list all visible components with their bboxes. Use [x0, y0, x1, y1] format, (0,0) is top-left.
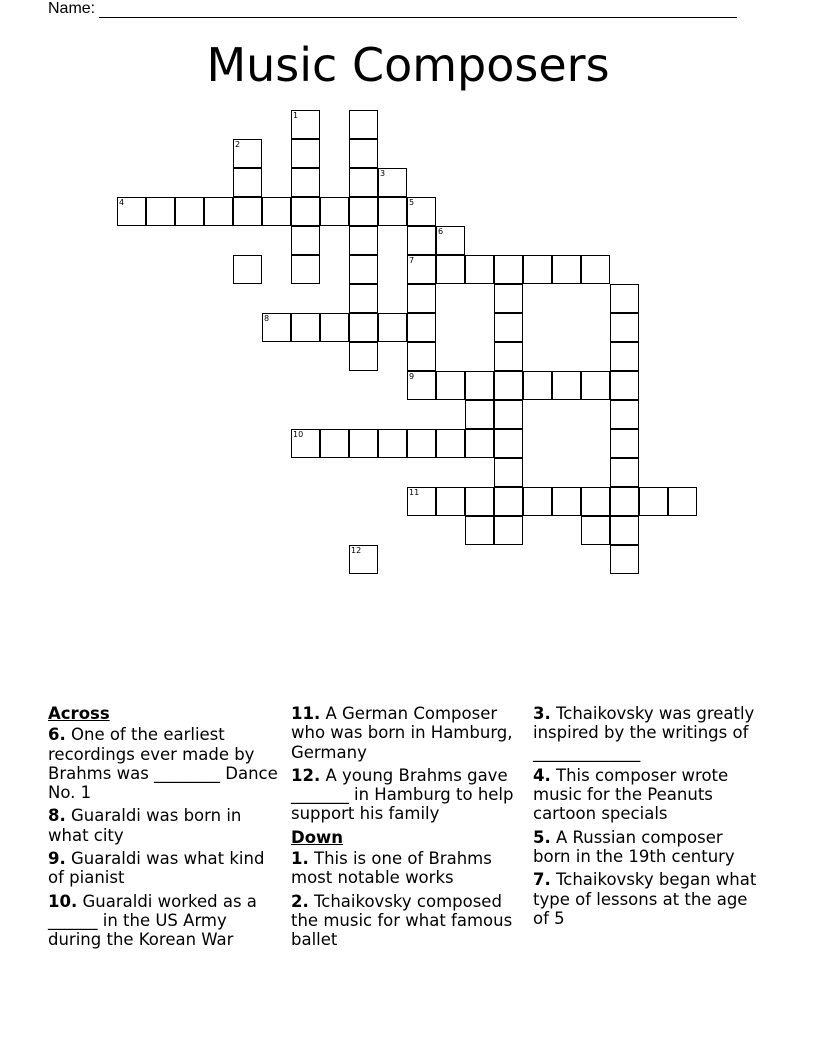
clue-text: One of the earliest recordings ever made by Brahms was ________ Dance No. 1: [48, 725, 278, 803]
grid-cell[interactable]: [291, 255, 320, 284]
grid-cell[interactable]: [407, 313, 436, 342]
clue-text: Tchaikovsky was greatly inspired by the writings of _____________: [533, 704, 755, 762]
clue-across-12: [291, 766, 521, 824]
clue-across-6: [48, 725, 278, 802]
clue-text: Guaraldi worked as a ______ in the US Army during the Korean War: [48, 891, 257, 950]
grid-cell[interactable]: [407, 284, 436, 313]
grid-cell[interactable]: [610, 545, 639, 574]
grid-cell[interactable]: [436, 255, 465, 284]
grid-cell[interactable]: [349, 110, 378, 139]
clue-number: 11.: [291, 704, 321, 723]
grid-cell[interactable]: [233, 255, 262, 284]
grid-cell[interactable]: [494, 342, 523, 371]
grid-cell[interactable]: [465, 429, 494, 458]
clue-down-5: [533, 828, 763, 867]
grid-cell[interactable]: [436, 226, 465, 255]
grid-cell[interactable]: [465, 255, 494, 284]
grid-cell[interactable]: [291, 197, 320, 226]
grid-cell[interactable]: [581, 487, 610, 516]
grid-cell[interactable]: [349, 313, 378, 342]
grid-cell[interactable]: [407, 255, 436, 284]
grid-cell[interactable]: [436, 487, 465, 516]
grid-cell[interactable]: [494, 400, 523, 429]
grid-cell[interactable]: [465, 516, 494, 545]
clue-number-label: 11: [409, 488, 420, 497]
grid-cell[interactable]: [233, 168, 262, 197]
grid-cell[interactable]: [494, 429, 523, 458]
grid-cell[interactable]: [436, 371, 465, 400]
clue-number-label: 4: [119, 198, 125, 207]
grid-cell[interactable]: [668, 487, 697, 516]
grid-cell[interactable]: [407, 487, 436, 516]
grid-cell[interactable]: [494, 487, 523, 516]
clue-text: Guaraldi was what kind of pianist: [48, 849, 265, 888]
clue-number-label: 12: [351, 546, 362, 555]
clue-text: Guaraldi was born in what city: [48, 806, 242, 845]
grid-cell[interactable]: [610, 313, 639, 342]
clue-down-2: [291, 892, 521, 950]
clue-number-label: 10: [293, 430, 304, 439]
across-heading: Across: [48, 704, 110, 723]
clue-number-label: 1: [293, 111, 299, 120]
clue-number: 8.: [48, 806, 66, 826]
clue-number: 12.: [291, 765, 321, 785]
clue-number-label: 6: [438, 227, 444, 236]
grid-cell[interactable]: [610, 458, 639, 487]
grid-cell[interactable]: [349, 226, 378, 255]
grid-cell[interactable]: [378, 197, 407, 226]
grid-cell[interactable]: [349, 545, 378, 574]
grid-cell[interactable]: [291, 110, 320, 139]
clue-number-label: 8: [264, 314, 270, 323]
clue-number: 2.: [291, 891, 309, 911]
grid-cell[interactable]: [407, 429, 436, 458]
grid-cell[interactable]: [349, 168, 378, 197]
clue-across-10: [48, 892, 278, 950]
clue-across-11: [291, 704, 521, 762]
clue-number: 3.: [533, 704, 551, 723]
grid-cell[interactable]: [320, 429, 349, 458]
clue-text: A young Brahms gave _______ in Hamburg to help support his family: [291, 765, 514, 824]
clue-across-9: [48, 849, 278, 888]
grid-cell[interactable]: [610, 400, 639, 429]
down-heading: Down: [291, 827, 344, 847]
clues-column-3: [533, 704, 763, 932]
clue-number: 5.: [533, 827, 551, 847]
clue-number-label: 7: [409, 256, 415, 265]
clue-text: A Russian composer born in the 19th century: [533, 827, 735, 867]
grid-cell[interactable]: [552, 255, 581, 284]
grid-cell[interactable]: [378, 429, 407, 458]
grid-cell[interactable]: [175, 197, 204, 226]
grid-cell[interactable]: [291, 226, 320, 255]
clue-number-label: 2: [235, 140, 241, 149]
grid-cell[interactable]: [233, 139, 262, 168]
grid-cell[interactable]: [639, 487, 668, 516]
grid-cell[interactable]: [407, 371, 436, 400]
clue-number: 1.: [291, 849, 309, 869]
grid-cell[interactable]: [436, 429, 465, 458]
grid-cell[interactable]: [494, 284, 523, 313]
clues-column-2: [291, 704, 521, 954]
grid-cell[interactable]: [523, 255, 552, 284]
clue-text: A German Composer who was born in Hamburg, Germany: [291, 704, 513, 762]
grid-cell[interactable]: [552, 371, 581, 400]
grid-cell[interactable]: [378, 313, 407, 342]
grid-cell[interactable]: [349, 342, 378, 371]
grid-cell[interactable]: [204, 197, 233, 226]
grid-cell[interactable]: [262, 313, 291, 342]
grid-cell[interactable]: [494, 255, 523, 284]
grid-cell[interactable]: [552, 487, 581, 516]
grid-cell[interactable]: [581, 516, 610, 545]
grid-cell[interactable]: [291, 313, 320, 342]
clue-number: 7.: [533, 870, 551, 890]
clue-number: 9.: [48, 849, 66, 869]
clue-number: 6.: [48, 725, 66, 745]
grid-cell[interactable]: [117, 197, 146, 226]
grid-cell[interactable]: [465, 371, 494, 400]
clue-down-1: [291, 849, 521, 888]
grid-cell[interactable]: [523, 487, 552, 516]
grid-cell[interactable]: [610, 487, 639, 516]
grid-cell[interactable]: [349, 429, 378, 458]
grid-cell[interactable]: [494, 371, 523, 400]
grid-cell[interactable]: [523, 371, 552, 400]
clue-down-7: [533, 870, 763, 928]
grid-cell[interactable]: [610, 284, 639, 313]
grid-cell[interactable]: [349, 255, 378, 284]
clue-number: 4.: [533, 765, 551, 785]
clue-number: 10.: [48, 891, 78, 911]
grid-cell[interactable]: [610, 516, 639, 545]
grid-cell[interactable]: [291, 168, 320, 197]
clue-down-4: [533, 766, 763, 824]
grid-cell[interactable]: [610, 342, 639, 371]
grid-cell[interactable]: [291, 139, 320, 168]
grid-cell[interactable]: [146, 197, 175, 226]
clue-text: This is one of Brahms most notable works: [291, 849, 492, 888]
grid-cell[interactable]: [465, 400, 494, 429]
grid-cell[interactable]: [494, 458, 523, 487]
grid-cell[interactable]: [349, 139, 378, 168]
grid-cell[interactable]: [494, 313, 523, 342]
grid-cell[interactable]: [320, 197, 349, 226]
clue-across-8: [48, 806, 278, 845]
grid-cell[interactable]: [465, 487, 494, 516]
grid-cell[interactable]: [233, 197, 262, 226]
name-label: Name:: [48, 0, 96, 17]
clue-down-3: [533, 704, 763, 762]
grid-cell[interactable]: [349, 284, 378, 313]
clue-text: Tchaikovsky composed the music for what famous ballet: [291, 891, 513, 950]
grid-cell[interactable]: [581, 255, 610, 284]
clue-number-label: 9: [409, 372, 415, 381]
clue-number-label: 3: [380, 169, 386, 178]
grid-cell[interactable]: [291, 429, 320, 458]
clue-text: Tchaikovsky began what type of lessons at the age of 5: [533, 870, 757, 928]
grid-cell[interactable]: [610, 429, 639, 458]
grid-cell[interactable]: [407, 197, 436, 226]
grid-cell[interactable]: [407, 342, 436, 371]
page-title: Music Composers: [206, 38, 610, 92]
grid-cell[interactable]: [262, 197, 291, 226]
grid-cell[interactable]: [581, 371, 610, 400]
grid-cell[interactable]: [320, 313, 349, 342]
clue-number-label: 5: [409, 198, 415, 207]
clue-text: This composer wrote music for the Peanuts cartoon specials: [533, 765, 729, 824]
grid-cell[interactable]: [349, 197, 378, 226]
grid-cell[interactable]: [407, 226, 436, 255]
grid-cell[interactable]: [494, 516, 523, 545]
clues-column-1: [48, 704, 278, 954]
grid-cell[interactable]: [610, 371, 639, 400]
grid-cell[interactable]: [378, 168, 407, 197]
